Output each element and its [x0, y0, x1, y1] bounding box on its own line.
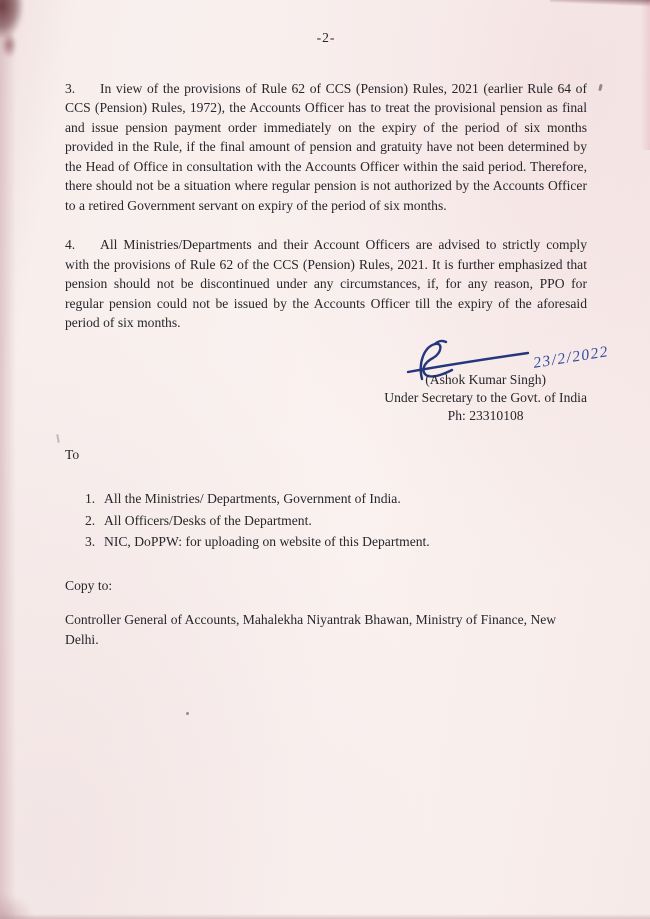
signature-block	[384, 342, 610, 425]
scan-speck	[186, 712, 189, 715]
scan-shadow-bottom-left	[0, 893, 34, 919]
paragraph-3	[65, 79, 587, 216]
recipient-list	[65, 488, 587, 553]
paragraph-text: In view of the provisions of Rule 62 of CCS (Pension) Rules, 2021 (earlier Rule 64 of CCS (Pension) Rules, 1972), the Accounts Officer has to treat the provisional pension as final and issue pension payment order immediately on the expiry of the period of six months provided in the Rule, if the final amount of pension and gratuity have not been determined by the Head of Office in consultation with the Accounts Officer within the said period. Therefore, there should not be a situation where regular pension is not authorized by the Accounts Officer to a retired Government servant on expiry of the period of six months.	[65, 80, 587, 213]
scan-edge-shadow-bottom	[0, 914, 650, 919]
paragraph-number: 3.	[65, 80, 76, 96]
paragraph-number: 4.	[65, 237, 76, 252]
recipient-text: All the Ministries/ Departments, Government of India.	[104, 491, 401, 506]
recipient-number: 1.	[85, 491, 96, 506]
signatory-name: (Ashok Kumar Singh)	[425, 371, 547, 387]
copy-to-label: Copy to:	[65, 577, 113, 593]
signatory-designation: Under Secretary to the Govt. of India	[384, 389, 587, 405]
paragraph-text: All Ministries/Departments and their Account Officers are advised to strictly comply with the provisions of Rule 62 of the CCS (Pension) Rules, 2021. It is further emphasized that pension should not be discontinued under any circumstances, if, for any reason, PPO for regular pension could not be issued by the Accounts Officer till the expiry of the aforesaid period of six months.	[65, 237, 587, 330]
handwritten-date: 23/2/2022	[531, 342, 610, 372]
recipient-item	[65, 510, 587, 532]
to-label: To	[65, 446, 80, 462]
recipient-item	[65, 488, 587, 510]
copy-to-recipient: Controller General of Accounts, Mahalekha Niyantrak Bhawan, Ministry of Finance, New Delhi.	[65, 612, 557, 647]
recipient-text: All Officers/Desks of the Department.	[104, 512, 312, 528]
recipient-text: NIC, DoPPW: for uploading on website of this Department.	[104, 534, 430, 549]
recipient-number: 2.	[85, 512, 96, 528]
recipient-number: 3.	[85, 534, 96, 549]
signatory-phone: Ph: 23310108	[447, 407, 524, 423]
page-number: -2-	[316, 30, 336, 45]
recipient-item	[65, 531, 587, 553]
paragraph-4	[65, 235, 587, 333]
